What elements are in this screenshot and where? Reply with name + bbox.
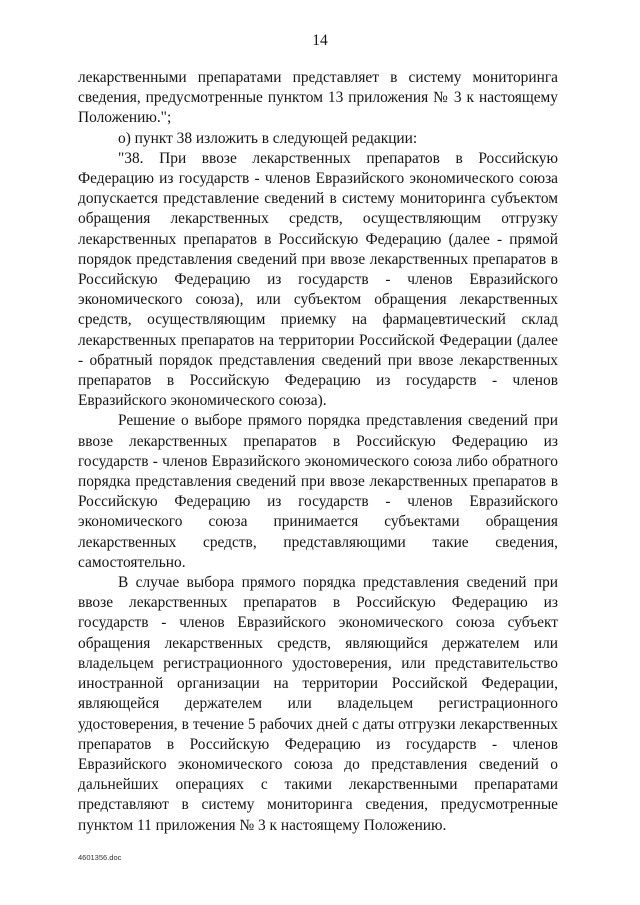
page-number: 14 <box>312 32 328 49</box>
paragraph-direct-order: В случае выбора прямого порядка представления сведений при ввозе лекарственных препаратов в Российскую Федерацию из государств - членов Евразийского экономического союза субъект обращения лекарственных средств, являющийся держателем или владельцем регистрационного удостоверения, или представительство иностранной организации на территории Российской Федерации, являющейся держателем или владельцем регистрационного удостоверения, в течение 5 рабочих дней с даты отгрузки лекарственных препаратов в Российскую Федерацию из государств - членов Евразийского экономического союза до представления сведений о дальнейших операциях с такими лекарственными препаратами представляют в систему мониторинга сведения, предусмотренные пунктом 11 приложения № 3 к настоящему Положению. <box>78 574 558 834</box>
document-body <box>78 68 558 836</box>
paragraph-continuation: лекарственными препаратами представляет в систему мониторинга сведения, предусмотренные пунктом 13 приложения № 3 к настоящему Положению."; <box>78 69 558 127</box>
paragraph-decision: Решение о выборе прямого порядка представления сведений при ввозе лекарственных препаратов в Российскую Федерацию из государств - членов Евразийского экономического союза либо обратного порядка представления сведений при ввозе лекарственных препаратов в Российскую Федерацию из государств - членов Евразийского экономического союза принимается субъектами обращения лекарственных средств, представляющими такие сведения, самостоятельно. <box>78 412 558 571</box>
paragraph-item-38: "38. При ввозе лекарственных препаратов в Российскую Федерацию из государств - членов Евразийского экономического союза допускается представление сведений в систему мониторинга субъектом обращения лекарственных средств, осуществляющим отгрузку лекарственных препаратов в Российскую Федерацию (далее - прямой порядок представления сведений при ввозе лекарственных препаратов в Российскую Федерацию из государств - членов Евразийского экономического союза), или субъектом обращения лекарственных средств, осуществляющим приемку на фармацевтический склад лекарственных препаратов на территории Российской Федерации (далее - обратный порядок представления сведений при ввозе лекарственных препаратов в Российскую Федерацию из государств - членов Евразийского экономического союза). <box>78 149 558 410</box>
document-file-code: 4601356.doc <box>78 853 122 862</box>
paragraph-amendment-o: о) пункт 38 изложить в следующей редакции: <box>118 129 418 147</box>
